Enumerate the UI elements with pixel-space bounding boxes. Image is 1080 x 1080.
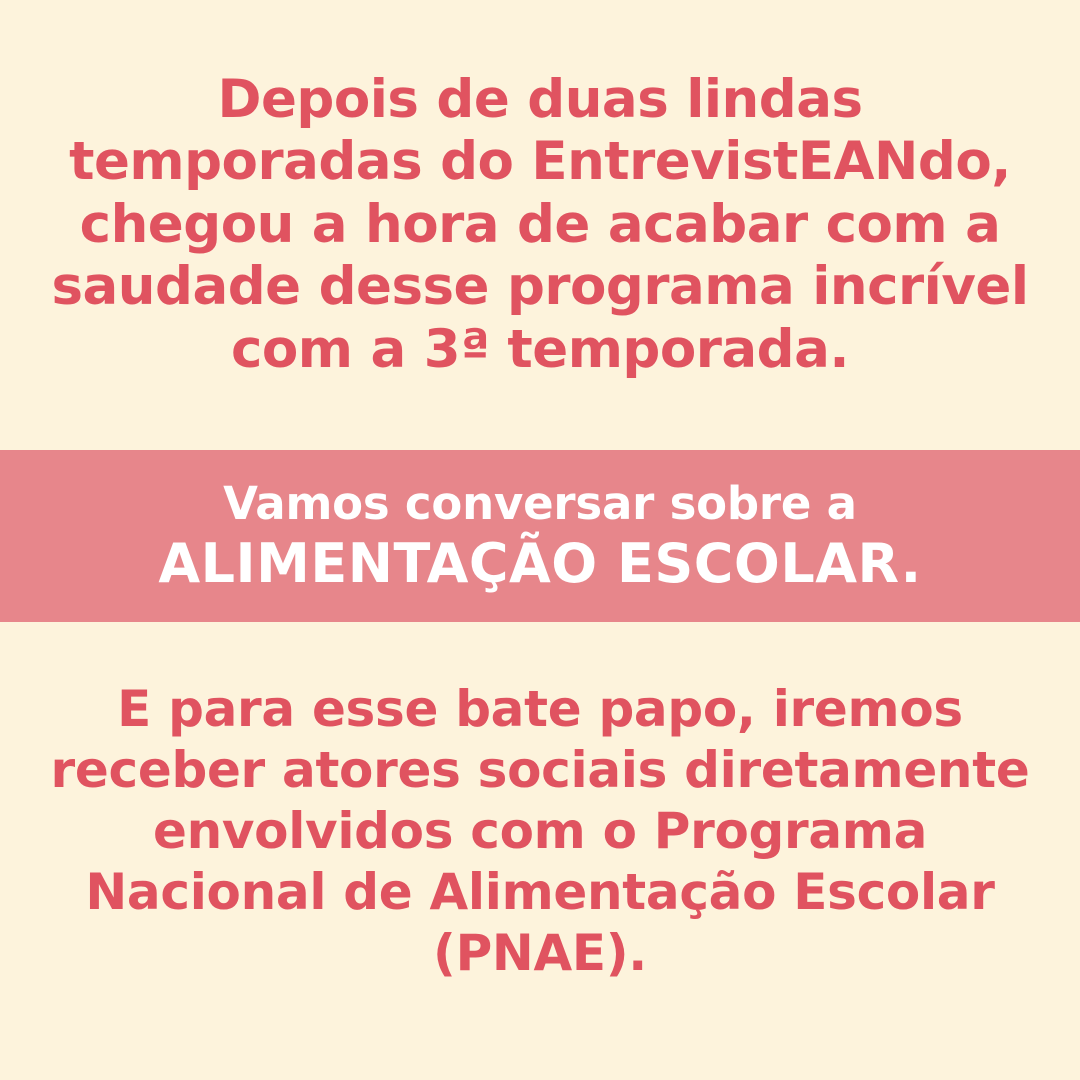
topic-band-line-1: Vamos conversar sobre a xyxy=(223,476,857,530)
intro-paragraph: Depois de duas lindas temporadas do EntrevistEANdo, chegou a hora de acabar com a saudade desse programa incrível com a 3ª temporada. xyxy=(51,68,1029,380)
details-section xyxy=(0,622,1080,1080)
intro-section xyxy=(0,0,1080,450)
topic-highlight-band xyxy=(0,450,1080,622)
topic-band-line-2: ALIMENTAÇÃO ESCOLAR. xyxy=(158,532,922,596)
details-paragraph: E para esse bate papo, iremos receber atores sociais diretamente envolvidos com o Programa Nacional de Alimentação Escolar (PNAE). xyxy=(50,679,1030,982)
